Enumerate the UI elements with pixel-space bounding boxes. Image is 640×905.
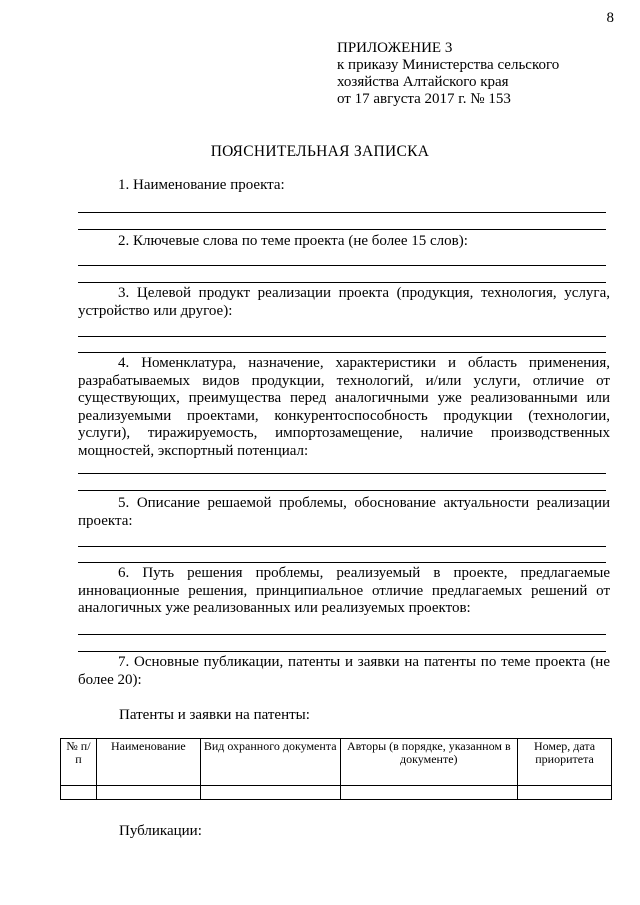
patents-table	[60, 738, 612, 800]
fill-line	[78, 212, 606, 213]
item-1: 1. Наименование проекта:	[118, 177, 285, 193]
appendix-line: к приказу Министерства сельского	[337, 57, 560, 73]
table-cell[interactable]	[61, 786, 97, 800]
fill-line	[78, 473, 606, 474]
fill-line	[78, 265, 606, 266]
appendix-line: хозяйства Алтайского края	[337, 74, 509, 90]
page-number: 8	[606, 10, 614, 26]
table-row	[61, 786, 612, 800]
item-3: 3. Целевой продукт реализации проекта (продукция, технология, услуга, устройство или другое):	[78, 285, 610, 319]
table-header-cell: Вид охранного документа	[200, 739, 340, 786]
item-7: 7. Основные публикации, патенты и заявки на патенты по теме проекта (не более 20):	[78, 654, 610, 688]
table-header-row	[61, 739, 612, 786]
fill-line	[78, 634, 606, 635]
fill-line	[78, 490, 606, 491]
fill-line	[78, 229, 606, 230]
fill-line	[78, 282, 606, 283]
table-cell[interactable]	[518, 786, 612, 800]
table-cell[interactable]	[96, 786, 200, 800]
item-5: 5. Описание решаемой проблемы, обоснование актуальности реализации проекта:	[78, 495, 610, 529]
item-4: 4. Номенклатура, назначение, характеристики и область применения, разрабатываемых видов продукции, технологий, и/или услуги, отличие от существующих, преимущества перед аналогичными уже реализованными или реализуемыми проектами, конкурентоспособность продукции (технологии, услуги), тиражируемость, импортозамещение, наличие производственных мощностей, экспортный потенциал:	[78, 355, 610, 459]
item-6: 6. Путь решения проблемы, реализуемый в проекте, предлагаемые инновационные решения, принципиальное отличие предлагаемых решений от аналогичных уже реализованных или реализуемых проектов:	[78, 565, 610, 617]
item-2: 2. Ключевые слова по теме проекта (не более 15 слов):	[118, 233, 468, 249]
appendix-line: ПРИЛОЖЕНИЕ 3	[337, 40, 453, 56]
table-header-cell: Авторы (в порядке, указанном в документе)	[340, 739, 518, 786]
table-cell[interactable]	[340, 786, 518, 800]
fill-line	[78, 546, 606, 547]
document-title: ПОЯСНИТЕЛЬНАЯ ЗАПИСКА	[210, 143, 430, 160]
table-header-cell: Номер, дата приоритета	[518, 739, 612, 786]
fill-line	[78, 651, 606, 652]
fill-line	[78, 352, 606, 353]
table-cell[interactable]	[200, 786, 340, 800]
table-header-cell: № п/п	[61, 739, 97, 786]
fill-line	[78, 336, 606, 337]
table-header-cell: Наименование	[96, 739, 200, 786]
publications-heading: Публикации:	[119, 823, 202, 839]
appendix-line: от 17 августа 2017 г. № 153	[337, 91, 511, 107]
fill-line	[78, 562, 606, 563]
patents-heading: Патенты и заявки на патенты:	[119, 707, 310, 723]
appendix-header	[337, 40, 559, 108]
